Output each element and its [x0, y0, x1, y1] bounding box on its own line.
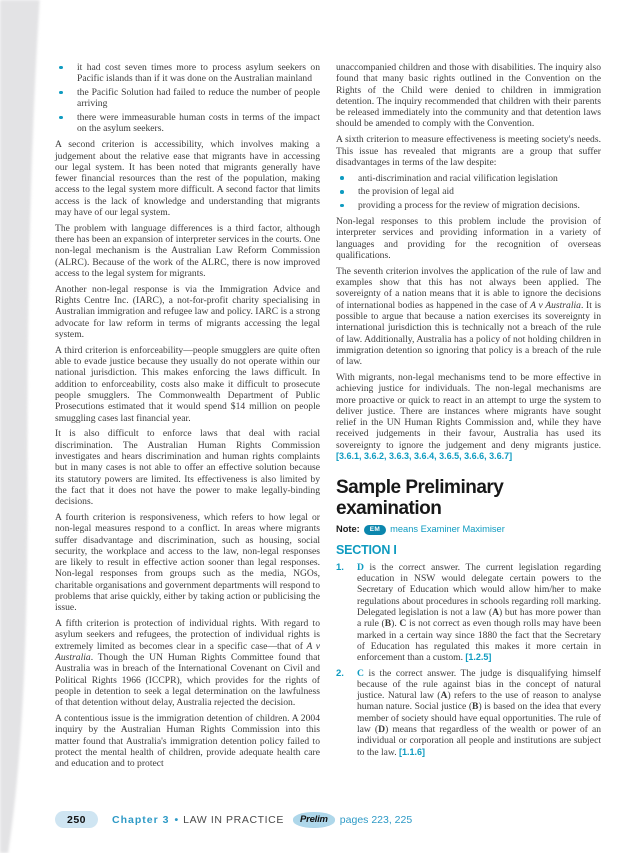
text-run: ) but has more power than a rule ( — [357, 607, 601, 630]
bullet-icon — [340, 176, 344, 180]
emphasis-text: A — [492, 607, 499, 619]
chapter-label: Chapter 3 — [112, 813, 170, 826]
paragraph — [336, 216, 601, 261]
emphasis-text: A — [440, 690, 448, 702]
text-run: ) refers to the use of reason to analyse human nature. Social justice ( — [357, 690, 601, 713]
bullet-icon — [340, 204, 344, 208]
text-run: A contentious issue is the immigration detention of children. A 2004 inquiry by the Australian Human Rights Commission into this matter found that Australia's immigration detention policy failed to protect the mental health of children, provide adequate health care and education and to protect — [55, 713, 320, 770]
emphasis-text: B — [384, 618, 392, 630]
bullet-icon — [340, 190, 344, 194]
note-text: means Examiner Maximiser — [390, 524, 505, 535]
list-item — [336, 173, 601, 184]
answer-number: 2. — [336, 667, 344, 679]
bullet-list — [336, 173, 601, 212]
prelim-badge: Prelim — [293, 812, 335, 828]
bullet-icon — [59, 116, 63, 120]
bullet-icon — [59, 66, 63, 70]
emphasis-text: B — [472, 701, 479, 713]
page-footer — [55, 811, 412, 828]
answer-item — [336, 668, 601, 758]
chapter-title: LAW IN PRACTICE — [183, 813, 284, 826]
text-run: It is also difficult to enforce laws that deal with racial discrimination. The Australian Human Rights Commission investigates and hears discrimination and human rights complaints but in many cases is not able to offer an effective solution because its statutory powers are limited. Its effectiveness is also limited by the fact that it does not have the power to make legally-binding decisions. — [55, 428, 320, 508]
list-item — [55, 87, 320, 110]
paragraph — [55, 618, 320, 708]
emphasis-text: C — [357, 667, 364, 679]
bullet-text: it had cost seven times more to process asylum seekers on Pacific islands than if it was done on the Australian mainland — [77, 62, 320, 85]
section-title: Sample Preliminary examination — [336, 477, 504, 520]
answer-text — [357, 562, 601, 664]
paragraph — [55, 284, 320, 340]
citation-ref: [1.2.5] — [465, 652, 492, 663]
text-run: unaccompanied children and those with disabilities. The inquiry also found that many basic rights outlined in the Convention on the Rights of the Child were denied to children in immigration detention. The inquiry recommended that children with their parents be released immediately into the community and that detention laws should be amended to comply with the Convention. — [336, 62, 601, 130]
text-run: The problem with language differences is a third factor, although there has been an expansion of interpreter services in the courts. One non-legal mechanism is the Australian Law Reform Commission (ALRC). Because of the work of the ALRC, there is now improved access to the legal system for migrants. — [55, 222, 320, 280]
emphasis-text: C — [399, 618, 407, 630]
paragraph — [55, 713, 320, 769]
text-run: A second criterion is accessibility, which involves making a judgement about the relative ease that migrants have in accessing our legal system. It has been noted that migrants generally have fewer financial resources than the rest of the population, making access to the legal system more difficult. A second factor that limits access is the lack of knowledge and understanding that migrants may have of our legal system. — [55, 139, 320, 219]
answer-number: 1. — [336, 561, 344, 573]
left-column — [55, 62, 320, 774]
bullet-text: anti-discrimination and racial vilification legislation — [358, 172, 558, 184]
paragraph — [55, 512, 320, 614]
page-number-badge: 250 — [55, 811, 98, 828]
paragraph — [336, 134, 601, 168]
text-run: A fourth criterion is responsiveness, which refers to how legal or non-legal measures respond to a conflict. In areas where migrants suffer disadvantage and discrimination, such as housing, social security, the workplace and access to the law, non-legal responses are likely to result in effective action sooner than legal responses. Non-legal responses from groups such as the media, NGOs, charitable organisations and government departments will respond to problems that arise quickly, either by taking action or publicising the issue. — [55, 511, 320, 614]
text-run: A third criterion is enforceability—people smugglers are quite often able to evade justice because they usually do not operate within our national jurisdiction. This makes enforcing the laws difficult. In addition to enforceability, costs also make it difficult to prosecute people smugglers. The Commonwealth Department of Public Prosecutions estimated that it would spend $14 million on people smuggling cases last financial year. — [55, 344, 320, 424]
paragraph — [55, 139, 320, 218]
bullet-text: the Pacific Solution had failed to reduce the number of people arriving — [77, 87, 320, 110]
citation-ref: [1.1.6] — [399, 746, 426, 757]
bullet-text: there were immeasurable human costs in terms of the impact on the asylum seekers. — [77, 112, 320, 135]
paragraph — [336, 266, 601, 368]
bullet-text: the provision of legal aid — [358, 186, 454, 198]
text-run: is not correct as even though rolls may have been marked in a certain way since 1880 the fact that the Secretary of Education has regulated this makes it more certain in enforcement than a custom. — [357, 618, 601, 664]
text-run: ) means that regardless of the wealth or power of an individual or corporation all people and institutions are subject to the law. — [357, 724, 602, 758]
note-line — [336, 524, 601, 535]
text-run: Non-legal responses to this problem include the provision of interpreter services and providing information in a variety of languages and providing for the recognition of overseas qualifications. — [336, 216, 601, 261]
text-run: ) is based on the idea that every member of society should have equal opportunities. The rule of law ( — [357, 701, 601, 736]
text-run: A fifth criterion is protection of individual rights. With regard to asylum seekers and refugees, the protection of individual rights is extremely limited as becomes clear in a specific case—that of — [55, 618, 320, 652]
page-edge-shadow — [0, 0, 60, 853]
text-run: . Though the UN Human Rights Committee found that Australia was in breach of the International Covenant on Civil and Political Rights 1966 (ICCPR), which provides for the rights of people in detention to seek a legal determination on the lawfulness of that detention without delay, Australia rejected the decision. — [55, 652, 320, 709]
text-run: is the correct answer. The current legislation regarding education in NSW would delegate certain powers to the Secretary of Education which would allow him/her to make regulations about procedures in schools regarding roll marking. Delegated legislation is not a law ( — [357, 561, 601, 619]
text-run: A sixth criterion to measure effectiveness is meeting society's needs. This issue has revealed that migrants are a group that suffer disadvantages in terms of the law despite: — [336, 134, 601, 168]
bullet-icon — [59, 91, 63, 95]
case-name-italic: A v Australia — [55, 640, 321, 664]
text-run: . It is possible to argue that because a nation exercises its sovereignty in international jurisdiction this is technically not a breach of the rule of law. Additionally, Australia has a policy of not holding children in immigration detention so ignoring that policy is a breach of the rule of law. — [336, 299, 601, 368]
emphasis-text: D — [378, 724, 386, 736]
examiner-maximiser-badge-icon: EM — [364, 525, 386, 535]
right-column — [336, 62, 601, 774]
paragraph — [55, 345, 320, 424]
paragraph — [336, 62, 601, 130]
list-item — [55, 62, 320, 85]
answer-list — [336, 562, 601, 758]
paragraph — [336, 372, 601, 462]
answer-item — [336, 562, 601, 664]
citation-ref: [3.6.1, 3.6.2, 3.6.3, 3.6.4, 3.6.5, 3.6.6, 3.6.7] — [336, 451, 513, 461]
text-run: ). — [391, 618, 400, 630]
bullet-text: providing a process for the review of migration decisions. — [358, 200, 580, 212]
section-i-heading: SECTION I — [336, 542, 397, 557]
note-label: Note: — [336, 524, 360, 535]
text-run: Another non-legal response is via the Immigration Advice and Rights Centre Inc. (IARC), a not-for-profit charity specialising in Australian immigration and refugee law and policy. IARC is a strong advocate for law reform in terms of migrants accessing the legal system. — [55, 283, 321, 341]
text-run: With migrants, non-legal mechanisms tend to be more effective in achieving justice for individuals. The non-legal mechanisms are more proactive or quick to react in an attempt to urge the system to deliver justice. There are instances where migrants have sought relief in the UN Human Rights Commission and, while they have received judgements in their favour, Australia has used its sovereignty to ignore the judgement and deny migrants justice. — [336, 371, 601, 451]
emphasis-text: D — [357, 561, 364, 573]
text-run: is the correct answer. The judge is disqualifying himself because of the rule against bias in the concept of natural justice. Natural law ( — [357, 667, 601, 702]
answer-text — [357, 668, 601, 758]
list-item — [55, 112, 320, 135]
text-run: The seventh criterion involves the application of the rule of law and examples show that this has not always been applied. The sovereignty of a nation means that it is able to ignore the decisions of international bodies as happened in the case of — [336, 265, 601, 311]
case-name-italic: A v Australia — [530, 299, 581, 311]
paragraph — [55, 428, 320, 507]
bullet-list — [55, 62, 320, 135]
paragraph — [55, 223, 320, 279]
separator-dot-icon: • — [174, 813, 179, 826]
page-content — [55, 62, 601, 774]
prelim-pages-ref: pages 223, 225 — [339, 813, 413, 826]
list-item — [336, 200, 601, 211]
list-item — [336, 186, 601, 197]
